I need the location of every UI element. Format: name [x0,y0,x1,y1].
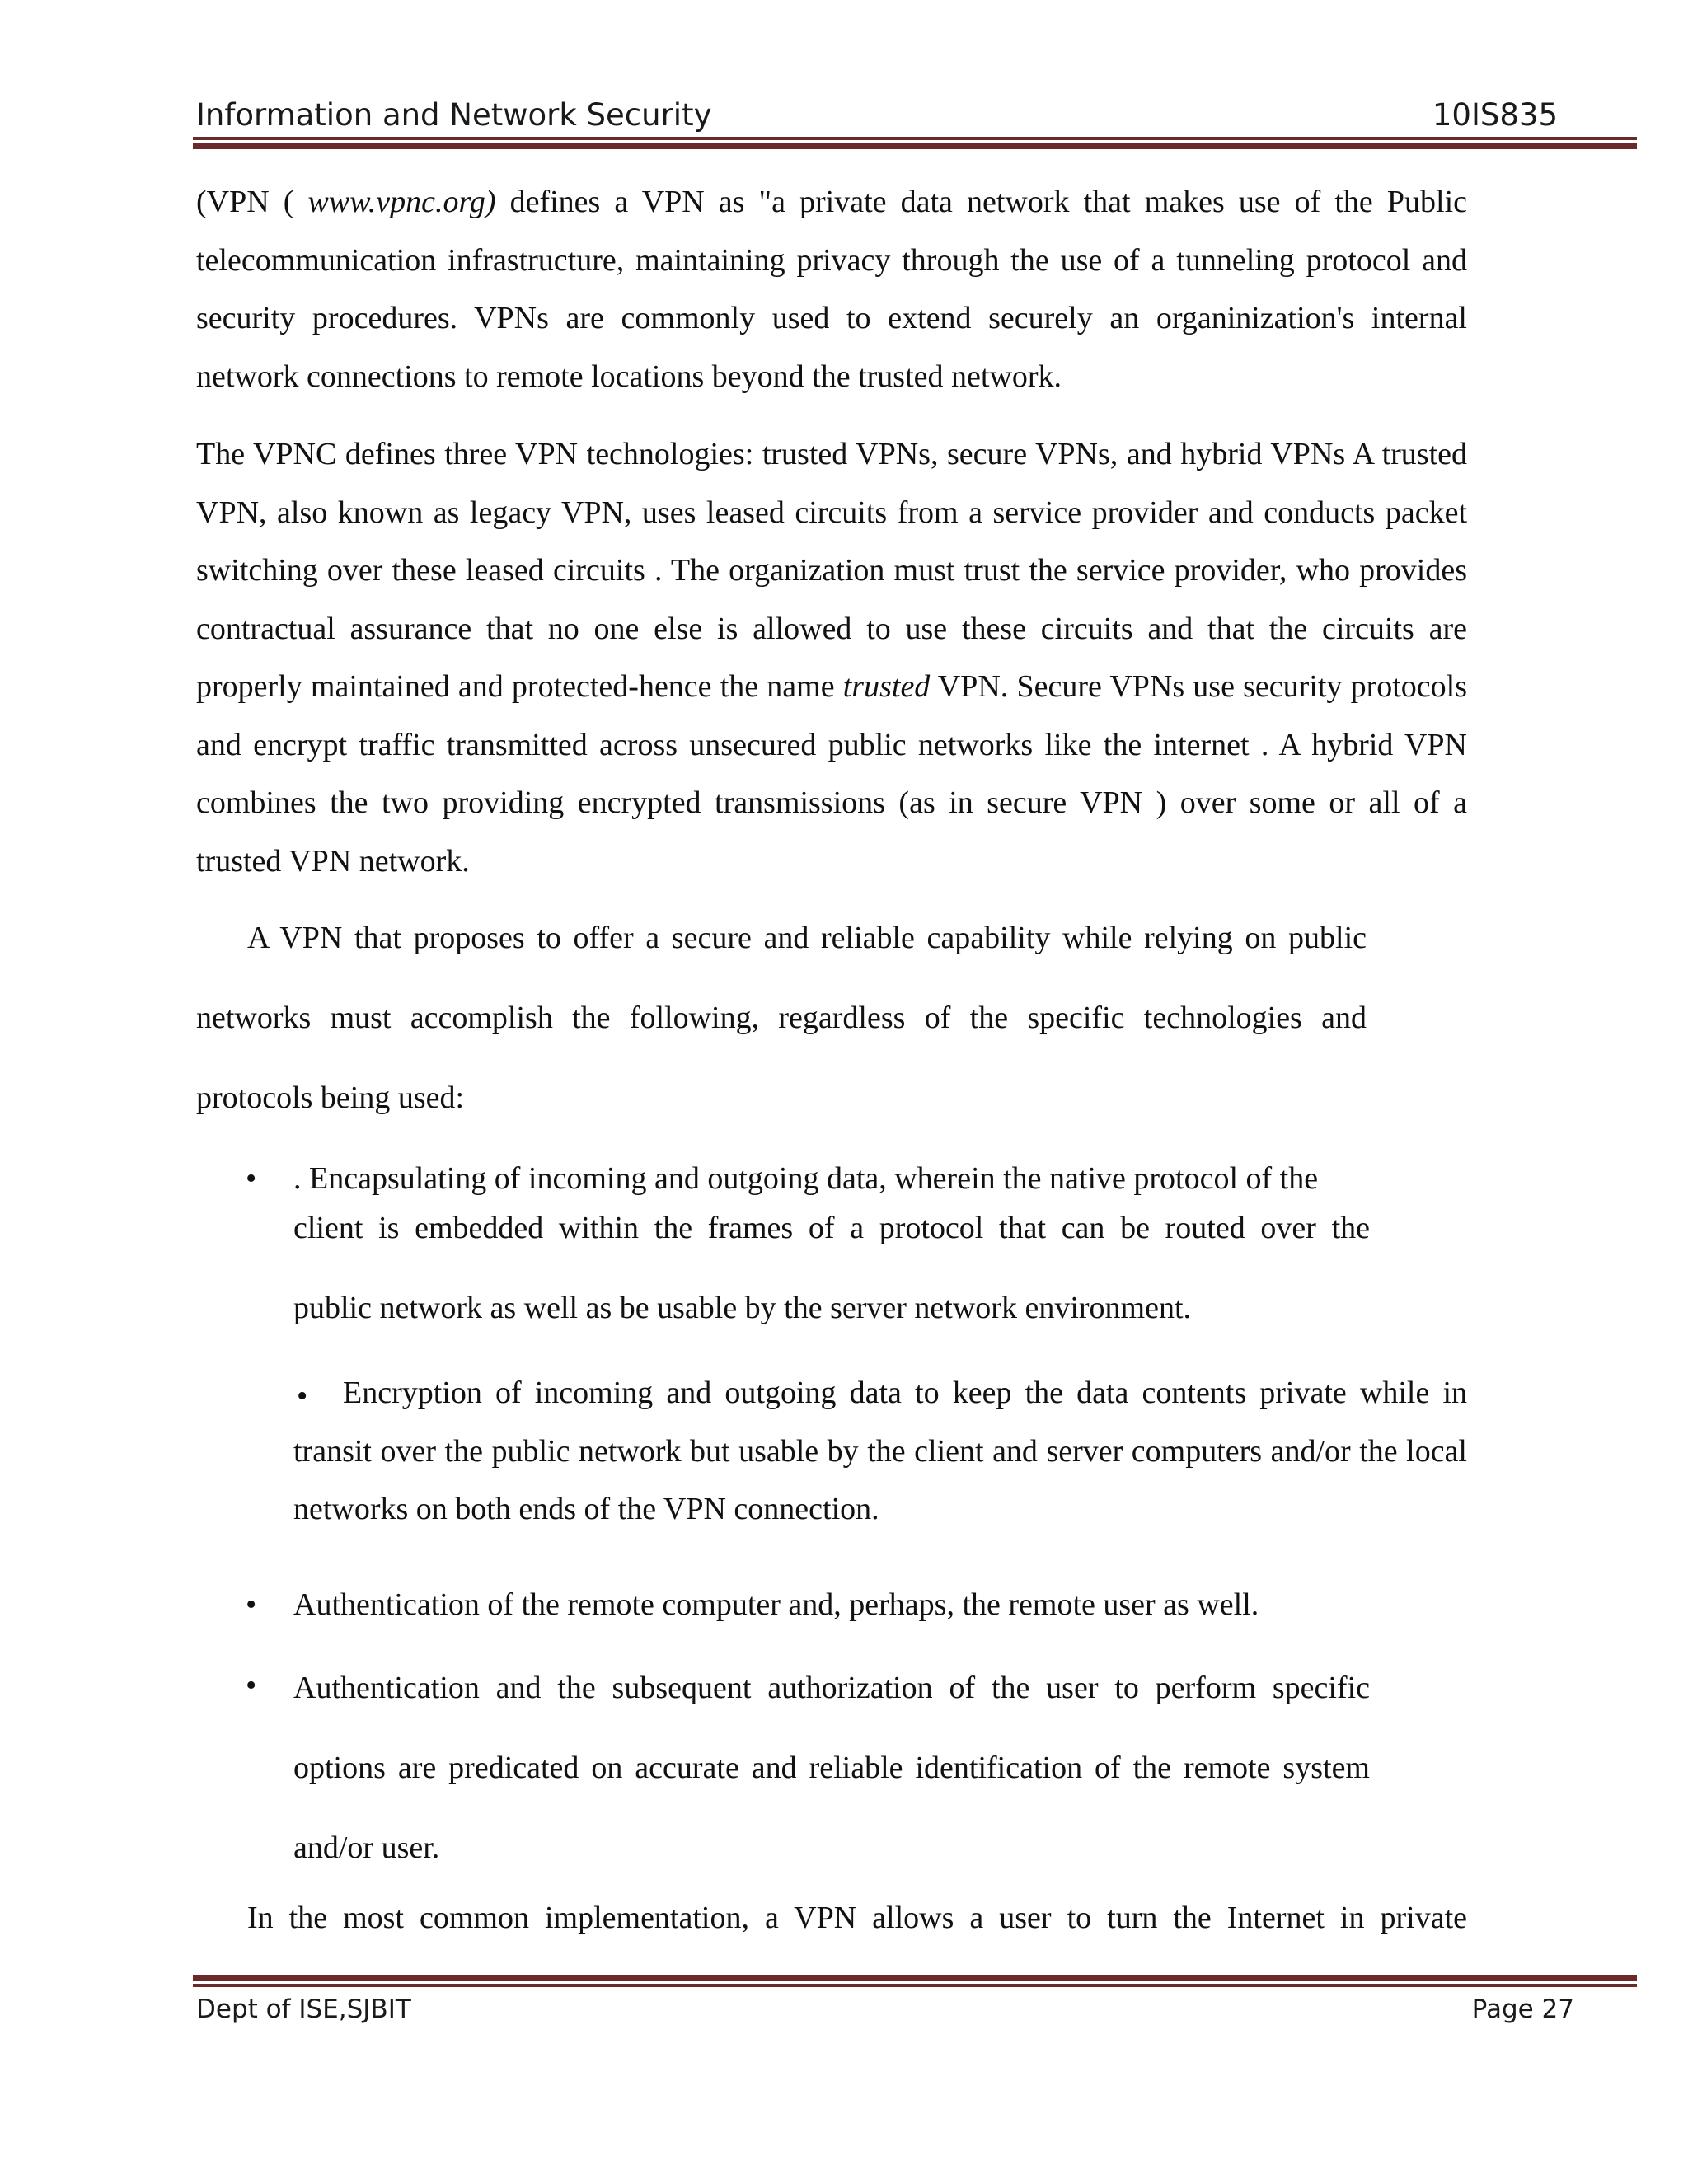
footer-rule-thick [193,1975,1637,1981]
header-course-code: 10IS835 [1432,97,1558,133]
header-rule-thick [193,143,1637,149]
bullet-encryption: Encryption of incoming and outgoing data to keep the data contents private while in transit over the public network but usable by the client and server computers and/or the local networks on both ends of the VPN connection. [293,1376,1467,1526]
bullet-encapsulation-line3: public network as well as be usable by the server network environment. [293,1291,1192,1325]
bullet-encapsulation-line2: client is embedded within the frames of a protocol that can be routed over the [293,1211,1370,1245]
bullet-marker: • [246,1587,257,1622]
bullet-encapsulation-line1: . Encapsulating of incoming and outgoing data, wherein the native protocol of the [293,1161,1319,1196]
bullet-authentication-remote: Authentication of the remote computer and, perhaps, the remote user as well. [293,1587,1259,1622]
bullet-marker: • [246,1161,257,1196]
bullet-marker: • [246,1668,257,1703]
footer-page-number: Page 27 [1471,1994,1574,2024]
paragraph-common-implementation: In the most common implementation, a VPN allows a user to turn the Internet in private [247,1900,1467,1935]
footer-rule-thin [193,1984,1637,1987]
footer-department: Dept of ISE,SJBIT [196,1994,411,2024]
vpnc-link-text: www.vpnc.org) [307,185,496,219]
paragraph-vpnc-definition: (VPN ( www.vpnc.org) defines a VPN as "a private data network that makes use of the Public telecommunication infrastructure, maintaining privacy through the use of a tunneling protocol and security procedures. VPNs are commonly used to extend securely an organinization's internal network connections to remote locations beyond the trusted network. [196,185,1467,394]
paragraph-vpn-technologies: The VPNC defines three VPN technologies: trusted VPNs, secure VPNs, and hybrid VPNs A trusted VPN, also known as legacy VPN, uses leased circuits from a service provider and conducts packet switching over these leased circuits . The organization must trust the service provider, who provides contractual assurance that no one else is allowed to use these circuits and that the circuits are properly maintained and protected-hence the name trusted VPN. Secure VPNs use security protocols and encrypt traffic transmitted across unsecured public networks like the internet . A hybrid VPN combines the two providing encrypted transmissions (as in secure VPN ) over some or all of a trusted VPN network. [196,437,1467,879]
bullet-marker: • [297,1379,308,1413]
paragraph-vpn-requirements: A VPN that proposes to offer a secure and reliable capability while relying on public networks must accomplish the following, regardless of the specific technologies and protocols being used: [196,921,1367,1115]
header-title: Information and Network Security [196,97,712,133]
bullet-authorization: Authentication and the subsequent authorization of the user to perform specific options are predicated on accurate and reliable identification of the remote system and/or user. [293,1671,1370,1865]
header-rule-thin [193,137,1637,140]
